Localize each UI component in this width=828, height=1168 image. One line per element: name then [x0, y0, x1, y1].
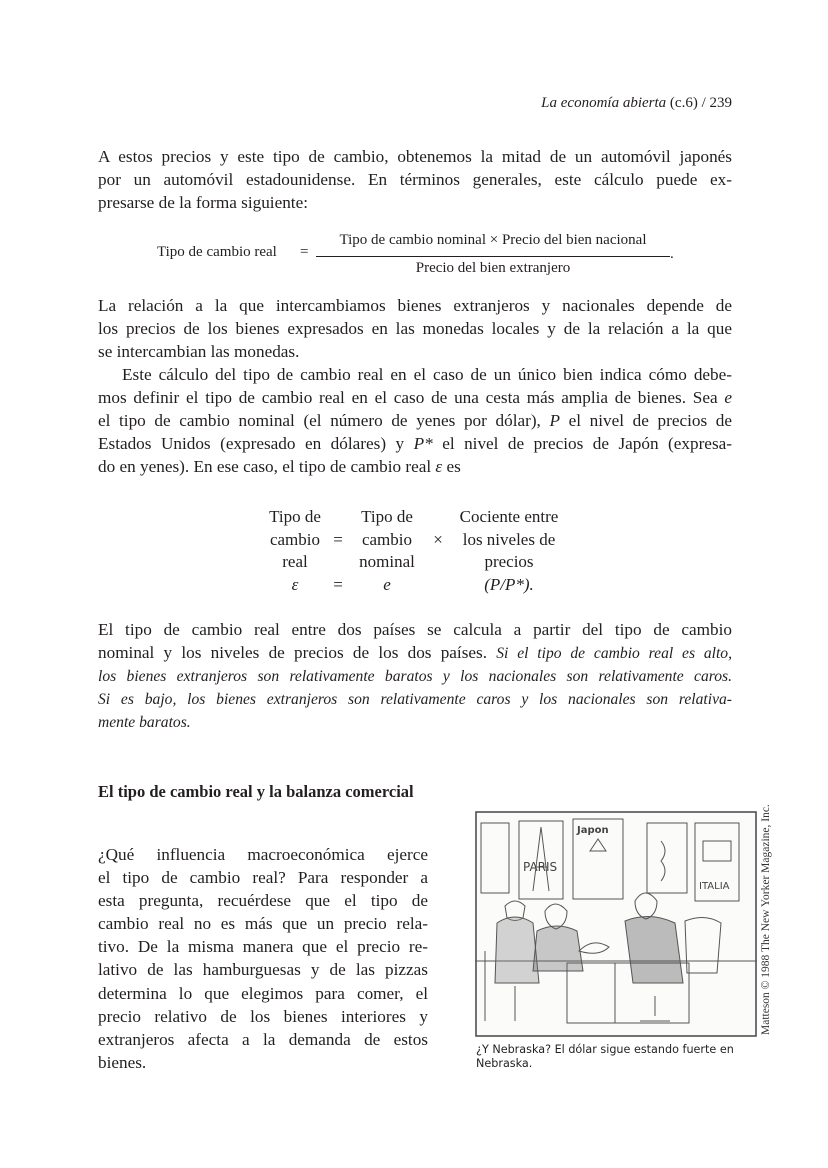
text-line — [98, 889, 428, 912]
poster-italia: ITALIA — [699, 881, 730, 892]
section-heading: El tipo de cambio real y la balanza comercial — [98, 782, 414, 801]
italic-text: mente baratos. — [98, 714, 191, 732]
running-header-title: La economía abierta — [541, 95, 667, 111]
matrix-cell — [428, 506, 448, 529]
italic-text: los bienes extranjeros son relativamente baratos y los nacionales son relativamente caros. — [98, 668, 732, 686]
text-line — [98, 935, 428, 958]
matrix-cell: e — [383, 574, 391, 594]
text-segment: ¿Qué influencia macroeconómica ejerce — [98, 845, 428, 864]
text-segment: por un automóvil estadounidense. En términos generales, este cálculo puede ex- — [98, 170, 732, 190]
matrix-cell: los niveles de — [462, 529, 556, 549]
text-segment: Este cálculo del tipo de cambio real en el caso de un único bien indica cómo debe- — [122, 365, 732, 384]
text-segment: tivo. De la misma manera que el precio re- — [98, 937, 428, 957]
text-segment: nominal y los niveles de precios de los dos países. — [98, 643, 497, 663]
text-segment: el tipo de cambio nominal (el número de yenes por dólar), — [98, 411, 550, 431]
caption-line: Nebraska. — [476, 1057, 533, 1070]
running-header — [541, 95, 732, 112]
text-line — [98, 455, 732, 478]
text-line — [98, 168, 732, 191]
text-segment: Estados Unidos (expresado en dólares) y — [98, 434, 414, 454]
text-line — [98, 409, 732, 432]
text-line — [98, 982, 428, 1005]
text-line — [98, 843, 428, 866]
text-segment: es — [442, 457, 461, 477]
text-segment: extranjeros afecta a la demanda de estos — [98, 1029, 428, 1049]
matrix-cell: × — [433, 529, 443, 549]
matrix-col-real — [258, 506, 332, 596]
running-header-chapter: (c.6) — [669, 95, 698, 111]
text-line — [98, 1051, 428, 1074]
cartoon-caption — [476, 1043, 734, 1071]
poster-paris: PARIS — [523, 860, 558, 874]
cartoon-credit: Matteson © 1988 The New Yorker Magazine, Inc. — [760, 804, 772, 1035]
italic-text: e — [724, 388, 732, 408]
text-segment: bienes. — [98, 1052, 147, 1072]
text-segment: mos definir el tipo de cambio real en el caso de una cesta más amplia de bienes. Sea — [98, 388, 725, 408]
poster-japon: Japon — [577, 825, 609, 836]
text-line — [98, 145, 732, 168]
text-segment: presarse de la forma siguiente: — [98, 193, 308, 213]
matrix-cell: nominal — [359, 552, 415, 571]
text-segment: esta pregunta, recuérdese que el tipo de — [98, 891, 428, 911]
running-header-separator: / — [701, 95, 706, 111]
matrix-cell: precios — [484, 552, 534, 571]
formula-equals: = — [300, 244, 309, 260]
italic-text: Si el tipo de cambio real es alto, — [496, 645, 732, 663]
matrix-cell: cambio — [269, 529, 321, 549]
text-line — [98, 191, 732, 214]
paragraph-3 — [98, 363, 732, 478]
matrix-col-prices — [446, 506, 572, 596]
text-line — [98, 1005, 428, 1028]
text-line — [98, 294, 732, 317]
text-segment: A estos precios y este tipo de cambio, obtenemos la mitad de un automóvil japonés — [98, 147, 732, 166]
matrix-col-times — [428, 506, 448, 596]
caption-line: ¿Y Nebraska? El dólar sigue estando fuerte en — [476, 1043, 734, 1056]
text-segment: el nivel de precios de Japón (expresa- — [432, 434, 732, 454]
text-line — [98, 688, 732, 711]
matrix-cell: real — [282, 552, 308, 571]
page-number: 239 — [709, 95, 732, 111]
text-segment: El tipo de cambio real entre dos países se calcula a partir del tipo de cambio — [98, 620, 732, 639]
formula-lhs: Tipo de cambio real — [157, 244, 277, 260]
formula-denominator: Precio del bien extranjero — [415, 260, 571, 276]
text-line — [98, 711, 732, 734]
paragraph-5 — [98, 843, 428, 1074]
matrix-cell: Tipo de — [269, 507, 321, 526]
matrix-cell: cambio — [361, 529, 413, 549]
italic-text: P* — [413, 434, 433, 454]
text-line — [98, 912, 428, 935]
text-line — [98, 386, 732, 409]
matrix-cell: Tipo de — [361, 507, 413, 526]
text-segment: precio relativo de los bienes interiores y — [98, 1006, 428, 1026]
text-segment: La relación a la que intercambiamos bienes extranjeros y nacionales depende de — [98, 296, 732, 315]
text-segment: determina lo que elegimos para comer, el — [98, 983, 428, 1003]
formula-period: . — [670, 246, 674, 262]
text-line — [98, 432, 732, 455]
matrix-col-equals — [328, 506, 348, 596]
matrix-col-nominal — [346, 506, 428, 596]
matrix-cell: = — [333, 574, 343, 594]
matrix-cell — [328, 506, 348, 529]
text-line — [98, 1028, 428, 1051]
text-segment: lativo de las hamburguesas y de las pizzas — [98, 960, 428, 980]
text-line — [98, 363, 732, 386]
matrix-cell: Cociente entre — [459, 507, 559, 526]
italic-text: ε — [435, 457, 443, 477]
italic-text: Si es bajo, los bienes extranjeros son relativamente caros y los nacionales son relativa- — [98, 691, 732, 709]
paragraph-4 — [98, 618, 732, 734]
text-line — [98, 866, 428, 889]
cartoon-illustration — [475, 811, 757, 1037]
matrix-cell: = — [333, 529, 343, 549]
text-line — [98, 317, 732, 340]
text-segment: el nivel de precios de — [559, 411, 732, 431]
text-segment: el tipo de cambio real? Para responder a — [98, 868, 428, 888]
matrix-cell: (P/P*). — [484, 574, 534, 594]
italic-text: P — [549, 411, 560, 431]
text-line — [98, 641, 732, 665]
text-segment: cambio real no es más que un precio rela- — [98, 914, 428, 934]
matrix-cell: ε — [291, 574, 299, 594]
text-segment: los precios de los bienes expresados en las monedas locales y de la relación a la que — [98, 319, 732, 339]
text-segment: se intercambian las monedas. — [98, 342, 300, 362]
text-line — [98, 340, 732, 363]
matrix-cell — [428, 574, 448, 597]
text-line — [98, 958, 428, 981]
text-line — [98, 618, 732, 641]
text-segment: do en yenes). En ese caso, el tipo de cambio real — [98, 457, 436, 477]
paragraph-1 — [98, 145, 732, 214]
fraction-bar — [316, 256, 670, 257]
formula-numerator: Tipo de cambio nominal × Precio del bien nacional — [339, 232, 647, 248]
paragraph-2 — [98, 294, 732, 363]
matrix-cell — [328, 551, 348, 574]
text-line — [98, 665, 732, 688]
matrix-cell — [428, 551, 448, 574]
